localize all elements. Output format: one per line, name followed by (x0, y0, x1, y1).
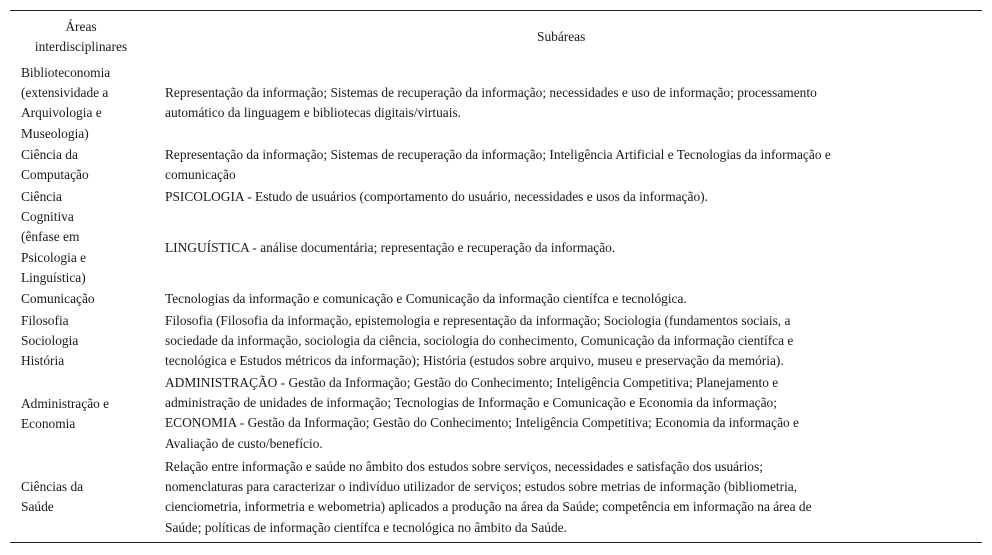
area-line: (extensividade a (21, 85, 109, 101)
sub-line: ECONOMIA - Gestão da Informação; Gestão do Conhecimento; Inteligência Competitiva; Economia da informação e (165, 415, 800, 431)
sub-line: automático da linguagem e bibliotecas digitais/virtuais. (165, 105, 462, 121)
area-line: Comunicação (21, 291, 95, 306)
row-area-comunicacao (21, 289, 159, 309)
area-line: Psicologia e (21, 249, 87, 265)
row-area-saude (21, 477, 159, 517)
sub-line: Tecnologias da informação e comunicação e Comunicação da informação científca e tecnológica. (165, 291, 687, 306)
row-sub-psicologia: PSICOLOGIA - Estudo de usuários (comportamento do usuário, necessidades e usos da informação). (165, 189, 708, 204)
area-line: Saúde (21, 499, 54, 515)
row-sub-saude (165, 457, 975, 538)
sub-line: Relação entre informação e saúde no âmbito dos estudos sobre serviços, necessidades e satisfação dos usuários; (165, 459, 763, 474)
sub-line: sociedade da informação, sociologia da ciência, sociologia do conhecimento, Comunicação da informação científca e (165, 333, 794, 349)
area-line: Ciência da (21, 147, 78, 162)
area-line: Museologia) (21, 125, 89, 141)
area-line: (ênfase em (21, 229, 80, 245)
header-subareas: Subáreas (537, 29, 586, 44)
sub-line: cienciometria, informetria e webometria) aplicados a produção na área da Saúde; competência em informação na área de (165, 499, 812, 515)
sub-line: nomenclaturas para caracterizar o indivíduo utilizador de serviços; estudos sobre metrias de informação (bibliometria, (165, 479, 798, 495)
header-areas (12, 17, 150, 57)
sub-line: Saúde; políticas de informação científca e tecnológica no âmbito da Saúde. (165, 519, 567, 535)
sub-line: ADMINISTRAÇÃO - Gestão da Informação; Gestão do Conhecimento; Inteligência Competitiva; Planejamento e (165, 375, 779, 390)
area-line: Cognitiva (21, 209, 74, 225)
area-line: Arquivologia e (21, 105, 102, 121)
area-line: Filosofia (21, 313, 69, 328)
row-area-cognitiva (21, 187, 159, 288)
table-bottom-rule (10, 542, 982, 543)
area-line: Biblioteconomia (21, 65, 111, 80)
area-line: Administração e (21, 396, 110, 411)
area-line: Ciências da (21, 479, 84, 494)
row-area-administracao (21, 394, 159, 434)
area-line: História (21, 353, 65, 369)
sub-line: administração de unidades de informação; Tecnologias de Informação e Comunicação e Economia da informação; (165, 395, 777, 411)
area-line: Sociologia (21, 333, 79, 349)
row-area-computacao (21, 145, 159, 185)
header-areas-line1: Áreas (65, 19, 97, 34)
area-line: Computação (21, 167, 89, 183)
row-area-filosofia (21, 311, 159, 372)
row-sub-linguistica: LINGUÍSTICA - análise documentária; representação e recuperação da informação. (165, 240, 616, 255)
row-sub-filosofia (165, 311, 975, 372)
table-top-rule (10, 10, 982, 11)
row-sub-comunicacao (165, 289, 975, 309)
sub-line: Avaliação de custo/benefício. (165, 435, 323, 451)
sub-line: Filosofia (Filosofia da informação, epistemologia e representação da informação; Sociologia (fundamentos sociais, a (165, 313, 791, 328)
area-line: Ciência (21, 189, 62, 204)
header-areas-line2: interdisciplinares (34, 39, 128, 55)
row-area-biblioteconomia (21, 63, 159, 144)
row-sub-computacao (165, 145, 975, 185)
sub-line: Representação da informação; Sistemas de recuperação da informação; necessidades e uso de informação; processamento (165, 85, 817, 100)
sub-line: tecnológica e Estudos métricos da informação); História (estudos sobre arquivo, museu e preservação da memória). (165, 353, 784, 369)
area-line: Linguística) (21, 269, 86, 285)
area-line: Economia (21, 416, 76, 432)
row-sub-biblioteconomia (165, 83, 975, 123)
sub-line: Representação da informação; Sistemas de recuperação da informação; Inteligência Artificial e Tecnologias da informação e (165, 147, 831, 162)
sub-line: comunicação (165, 167, 236, 183)
row-sub-administracao (165, 373, 975, 454)
